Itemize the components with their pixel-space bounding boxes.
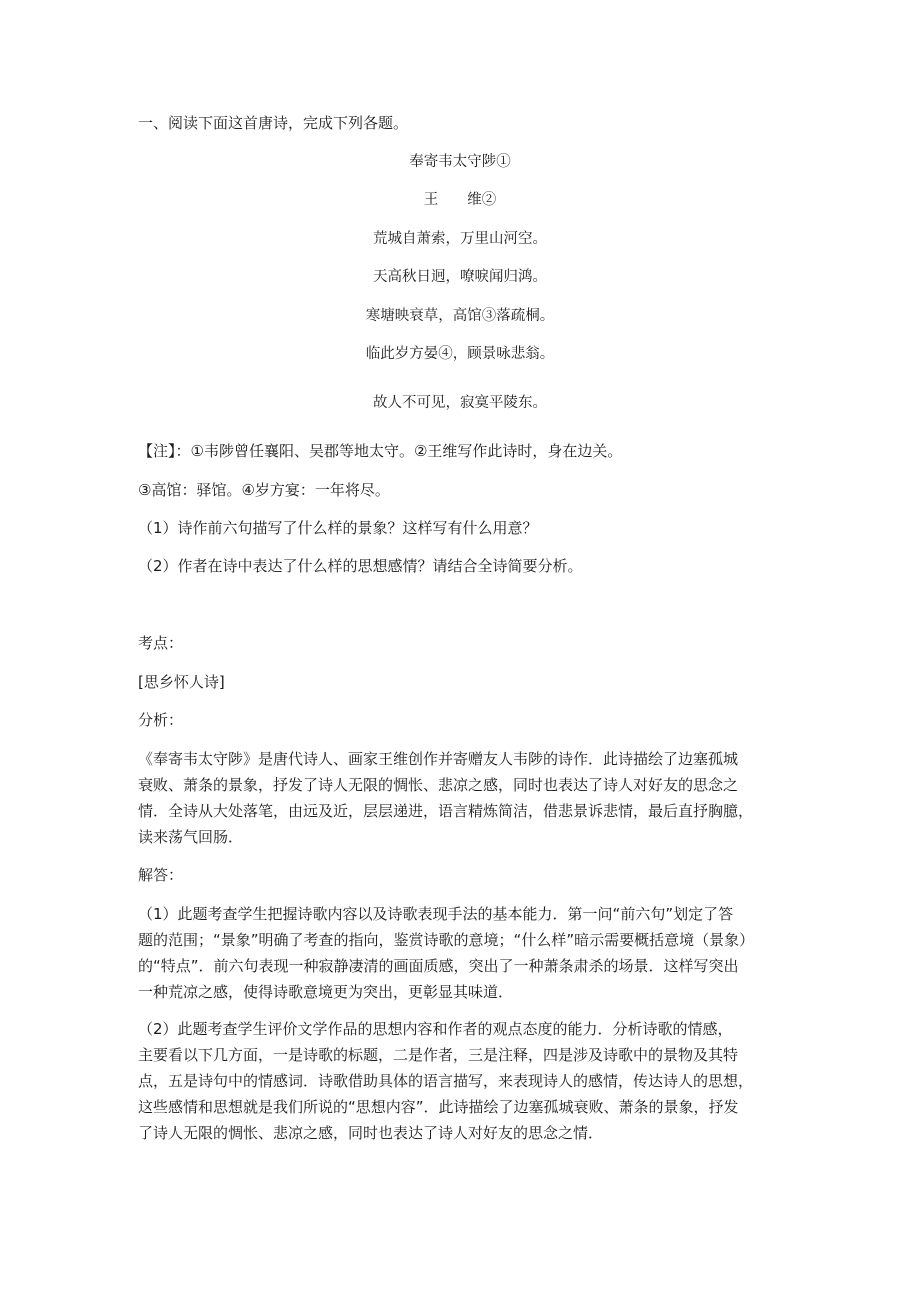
poem-line: 故人不可见，寂寞平陵东。 (373, 395, 547, 411)
note-line: 【注】：①韦陟曾任襄阳、吴郡等地太守。②王维写作此诗时，身在边关。 (138, 442, 623, 460)
jieda-line: （1）此题考查学生把握诗歌内容以及诗歌表现手法的基本能力．第一问“前六句”划定了答 (138, 905, 734, 923)
poem-title: 奉寄韦太守陟① (409, 154, 511, 170)
jieda-line: 题的范围；“景象”明确了考查的指向，鉴赏诗歌的意境；“什么样”暗示需要概括意境（景象） (138, 931, 755, 949)
fenxi-line: 读来荡气回肠． (138, 828, 244, 846)
fenxi-line: 情．全诗从大处落笔，由远及近，层层递进，语言精炼简洁，借悲景诉悲情，最后直抒胸臆， (138, 802, 754, 820)
jieda-part2-paragraph (138, 1016, 798, 1146)
fenxi-line: 《奉寄韦太守陟》是唐代诗人、画家王维创作并寄赠友人韦陟的诗作．此诗描绘了边塞孤城 (138, 750, 739, 768)
jieda-line: 主要看以下几方面，一是诗歌的标题，二是作者，三是注释，四是涉及诗歌中的景物及其特 (138, 1046, 739, 1064)
fenxi-label: 分析： (138, 711, 184, 729)
question-item: （1）诗作前六句描写了什么样的景象？这样写有什么用意？ (138, 519, 538, 537)
jieda-line: 了诗人无限的惆怅、悲凉之感，同时也表达了诗人对好友的思念之情． (138, 1124, 604, 1142)
question-item: （2）作者在诗中表达了什么样的思想感情？请结合全诗简要分析。 (138, 557, 583, 575)
jieda-part1-paragraph (138, 901, 798, 1005)
jieda-line: （2）此题考查学生评价文学作品的思想内容和作者的观点态度的能力．分析诗歌的情感， (138, 1020, 733, 1038)
jieda-line: 点，五是诗句中的情感词．诗歌借助具体的语言描写，来表现诗人的感情，传达诗人的思想， (138, 1072, 754, 1090)
jieda-line: 的“特点”．前六句表现一种寂静凄清的画面质感，突出了一种萧条肃杀的场景．这样写突出 (138, 957, 739, 975)
kaodian-value: [思乡怀人诗] (138, 673, 225, 691)
poem-line: 寒塘映衰草，高馆③落疏桐。 (365, 308, 555, 324)
kaodian-label: 考点： (138, 634, 184, 652)
poem-line: 天高秋日迥，嘹唳闻归鸿。 (373, 269, 547, 285)
poem-author: 王 维② (423, 192, 497, 208)
poem-line: 临此岁方晏④，顾景咏悲翁。 (365, 346, 555, 362)
fenxi-line: 衰败、萧条的景象，抒发了诗人无限的惆怅、悲凉之感，同时也表达了诗人对好友的思念之 (138, 776, 739, 794)
jieda-label: 解答： (138, 866, 184, 884)
jieda-line: 这些感情和思想就是我们所说的“思想内容”．此诗描绘了边塞孤城衰败、萧条的景象，抒发 (138, 1098, 739, 1116)
fenxi-paragraph (138, 746, 798, 850)
poem-line: 荒城自萧索，万里山河空。 (373, 231, 547, 247)
question-intro: 一、阅读下面这首唐诗，完成下列各题。 (138, 114, 409, 132)
jieda-line: 一种荒凉之感，使得诗歌意境更为突出，更彰显其味道． (138, 983, 514, 1001)
note-line: ③高馆：驿馆。④岁方宴：一年将尽。 (138, 481, 390, 499)
